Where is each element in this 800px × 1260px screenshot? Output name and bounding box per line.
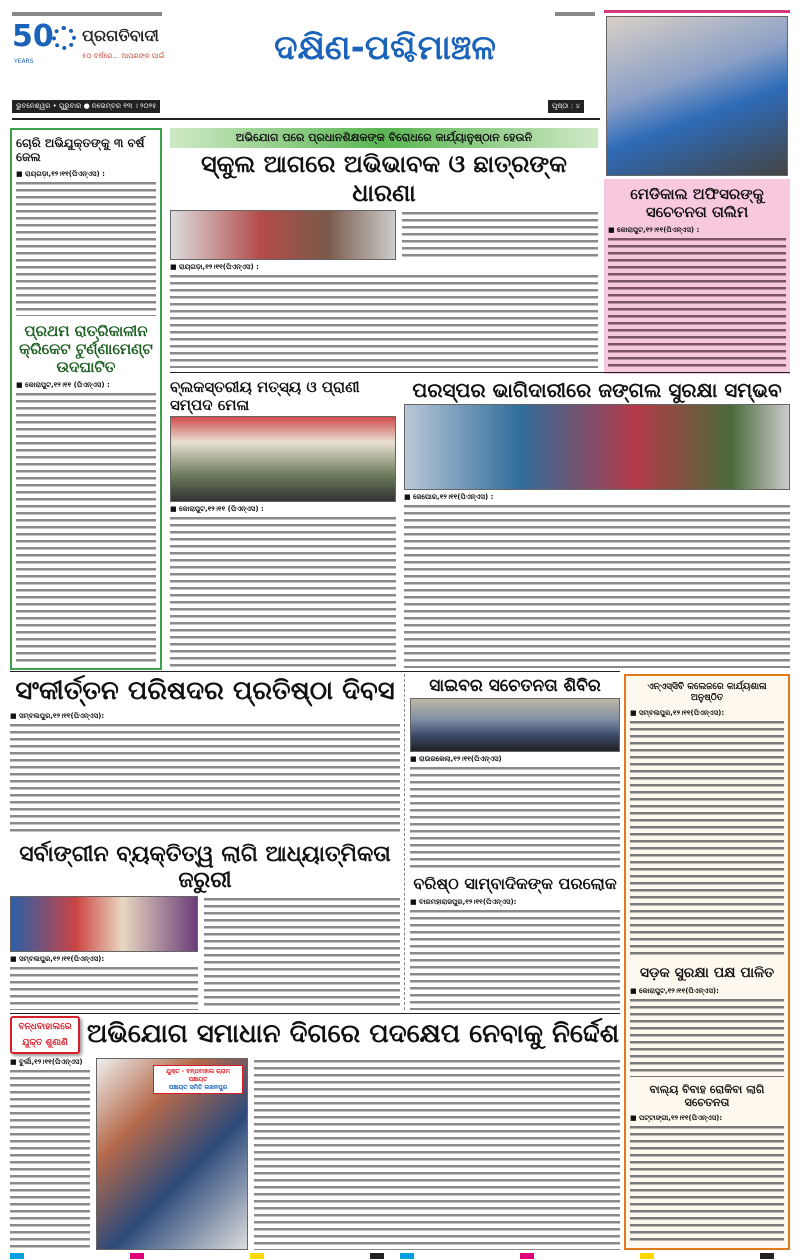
cyber-camp-photo [410, 698, 620, 752]
school-protest-photo [170, 210, 396, 260]
workshop-box [624, 674, 790, 1250]
fair-photo [170, 416, 396, 502]
cyber-headline: ସାଇବର ସଚେତନତା ଶିବିର [429, 676, 601, 696]
page-number: ପୃଷ୍ଠା : ୪ [548, 100, 584, 113]
workshop-body [630, 719, 784, 959]
grievance-headline: ଅଭିଯୋଗ ସମାଧାନ ଦିଗରେ ପଦକ୍ଷେପ ନେବାକୁ ନିର୍ଦ୍ଦେଶ [86, 1019, 620, 1050]
journalist-body [410, 908, 620, 1010]
childmarriage-dateline: ■ ପଟ୍ଟାଙ୍ଗୀ,୧୨।୧୧(ପିଏନ୍‌ଏସ): [630, 1113, 723, 1122]
jail-dateline: ■ ରାୟଗଡ଼ା,୧୨।୧୧(ପିଏନ୍‌ଏସ) : [16, 169, 105, 178]
forest-headline: ପରସ୍ପର ଭାଗିଦାରୀରେ ଜଙ୍ଗଲ ସୁରକ୍ଷା ସମ୍ଭବ [412, 378, 782, 402]
school-body [170, 273, 598, 368]
school-headline: ସ୍କୁଲ ଆଗରେ ଅଭିଭାବକ ଓ ଛାତ୍ରଙ୍କ ଧାରଣା [201, 150, 567, 208]
logo-number: 50 [12, 19, 54, 54]
spiritual-body [10, 965, 198, 1010]
workshop-dateline: ■ ସମ୍ବଲପୁର,୧୨।୧୧(ପିଏନ୍‌ଏସ): [630, 708, 725, 717]
registration-marks [10, 1253, 790, 1259]
school-kicker: ଅଭିଯୋଗ ପରେ ପ୍ରଧାନଶିକ୍ଷକଙ୍କ ବିରୋଧରେ କାର୍ଯ୍ୟାନୁଷ୍ଠାନ ହେଉନି [170, 128, 598, 148]
logo-years: YEARS [14, 58, 34, 65]
spiritual-headline: ସର୍ବାଙ୍ଗୀନ ବ୍ୟକ୍ତିତ୍ୱ ଲାଗି ଆଧ୍ୟାତ୍ମିକତା ଜରୁରୀ [19, 841, 391, 894]
logo [12, 19, 54, 70]
forest-body [404, 503, 790, 668]
school-dateline: ■ ରାୟଗଡ଼ା,୧୨।୧୧(ପିଏନ୍‌ଏସ) : [170, 262, 259, 271]
sankirtan-headline: ସଂକୀର୍ତ୍ତନ ପରିଷଦର ପ୍ରତିଷ୍ଠା ଦିବସ [15, 676, 395, 706]
banner-line1: ଯୁକ୍ତ - ବନ୍ଧବାହାଲ ଗ୍ରାମ ପଞ୍ଚାୟତ [165, 1068, 231, 1083]
fair-dateline: ■ କୋରାପୁଟ,୧୨।୧୧ (ପିଏନ୍‌ଏସ) : [170, 505, 264, 513]
sankirtan-body [10, 722, 400, 836]
medical-box [604, 179, 790, 374]
grievance-dateline: ■ ବୁର୍ଲା,୧୨।୧୧(ପିଏନ୍‌ଏସ) [10, 1058, 83, 1066]
jail-headline: ଚୋରି ଅଭିଯୁକ୍ତଙ୍କୁ ୩ ବର୍ଷ ଜେଲ [16, 136, 145, 165]
logo-wheel-icon [52, 26, 76, 50]
cricket-headline: ପ୍ରଥମ ରାତ୍ରିକାଳୀନ କ୍ରିକେଟ ଟୁର୍ଣ୍ଣାମେଣ୍ଟ ଉଦଘାଟିତ [19, 322, 153, 377]
childmarriage-headline: ବାଲ୍ୟ ବିବାହ ରୋକିବା ଲାଗି ସଚେତନତା [649, 1082, 765, 1109]
grievance-kicker [10, 1016, 80, 1054]
grievance-hearing-photo [96, 1058, 248, 1250]
forest-dateline: ■ ଜେପୋର,୧୨।୧୧(ପିଏନ୍‌ଏସ) : [404, 493, 494, 501]
jail-body [16, 180, 156, 316]
workshop-headline: ଏନ୍‌ଏସ୍‌ସିବି କଲେଜରେ କାର୍ଯ୍ୟଶାଳା ଅନୁଷ୍ଠିତ [647, 682, 767, 703]
cricket-body [16, 391, 156, 664]
fair-headline: ବ୍ଲକସ୍ତରୀୟ ମତ୍ସ୍ୟ ଓ ପ୍ରାଣୀ ସମ୍ପଦ ମେଳା [170, 378, 360, 414]
journalist-dateline: ■ ବାରମହାରାଜପୁର,୧୨।୧୧(ପିଏନ୍‌ଏସ): [410, 897, 517, 906]
journalist-headline: ବରିଷ୍ଠ ସାମ୍ବାଦିକଙ୍କ ପରଲୋକ [413, 873, 617, 893]
cyber-dateline: ■ ରାଉରକେଲା,୧୨।୧୧(ପିଏନ୍‌ଏସ) [410, 755, 502, 764]
grievance-kicker-line2: ଯୁକ୍ତ ଶୁଣାଣି [22, 1038, 68, 1048]
forest-meeting-photo [404, 404, 790, 490]
section-title: ଦକ୍ଷିଣ-ପଶ୍ଚିମାଞ୍ଚଳ [274, 28, 496, 68]
cricket-dateline: ■ କୋରାପୁଟ,୧୨।୧୧ (ପିଏନ୍‌ଏସ) : [16, 381, 110, 390]
grievance-body-col1 [10, 1068, 90, 1250]
fair-body [170, 515, 396, 668]
brand-name: ପ୍ରଗତିବାଦୀ [82, 26, 159, 45]
road-headline: ସଡ଼କ ସୁରକ୍ଷା ପକ୍ଷ ପାଳିତ [639, 964, 775, 981]
grievance-body [254, 1058, 620, 1250]
spiritual-body-side [204, 896, 400, 1010]
spiritual-dateline: ■ ସମ୍ବଲପୁର,୧୨।୧୧(ପିଏନ୍‌ଏସ): [10, 955, 105, 964]
medical-dateline: ■ କୋରାପୁଟ,୧୨।୧୧(ପିଏନ୍‌ଏସ) : [608, 226, 700, 234]
medical-body [608, 236, 786, 370]
road-body [630, 997, 784, 1077]
banner-line2: ପଞ୍ଚାୟତ ସମିତି ଲଖନପୁର [168, 1083, 228, 1091]
sankirtan-dateline: ■ ସମ୍ବଲପୁର,୧୨।୧୧(ପିଏନ୍‌ଏସ): [10, 712, 105, 721]
school-body-col3 [402, 210, 598, 260]
medical-training-photo [606, 16, 788, 176]
road-dateline: ■ କୋରାପୁଟ,୧୨।୧୧(ପିଏନ୍‌ଏସ): [630, 986, 719, 995]
cyber-body [410, 765, 620, 867]
grievance-kicker-line1: ବନ୍ଧବାହାଲରେ [18, 1022, 72, 1032]
grievance-banner [153, 1065, 243, 1094]
spiritual-event-photo [10, 896, 198, 952]
childmarriage-body [630, 1124, 784, 1244]
medical-headline: ମେଡିକାଲ ଅଫିସରଙ୍କୁ ସଚେତନତା ତାଲିମ [630, 185, 764, 221]
left-brief-box [10, 128, 162, 670]
tagline: ୫୦ ବର୍ଷରେ... ଆପଣଙ୍କ ପାଇଁ [82, 52, 165, 60]
dateline: ଭୁବନେଶ୍ୱର • ଗୁରୁବାର ● ନଭେମ୍ବର ୧୩ । ୨୦୨୫ [12, 100, 160, 113]
